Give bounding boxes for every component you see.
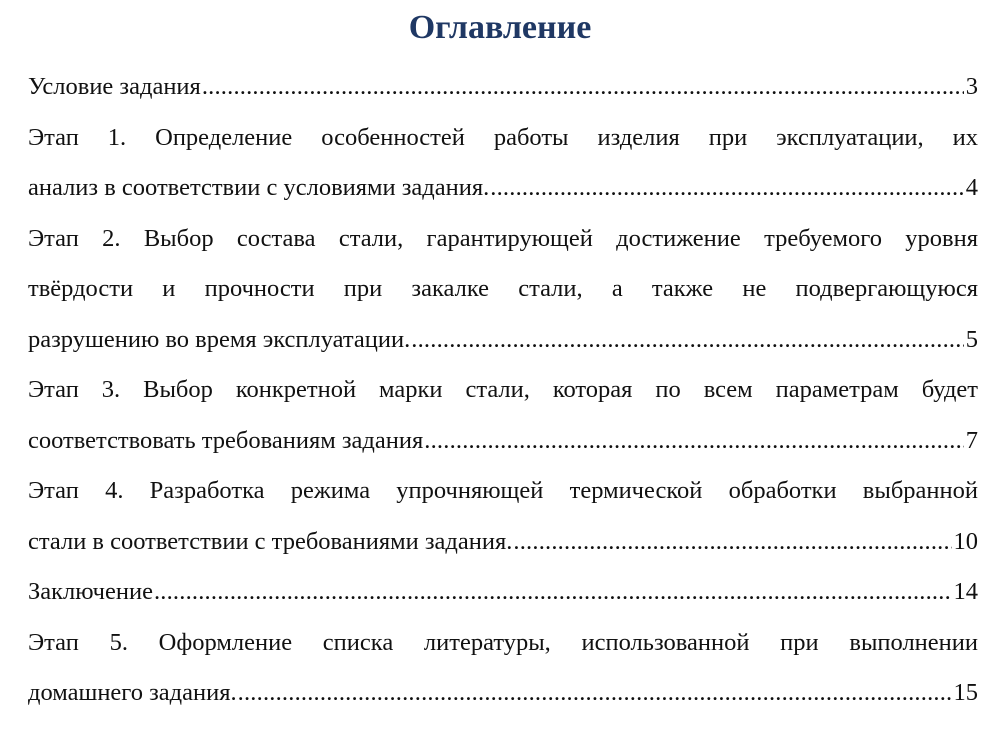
- toc-entry-stage-3[interactable]: [28, 365, 978, 466]
- toc-page-number: 10: [953, 527, 978, 555]
- toc-entry-text: соответствовать требованиям задания: [28, 426, 424, 454]
- toc-entry-line: [28, 163, 978, 214]
- toc-entry-stage-5[interactable]: [28, 618, 978, 719]
- toc-entry-text: анализ в соответствии с условиями задания.: [28, 174, 490, 201]
- toc-page-number: 4: [965, 174, 978, 201]
- toc-entry-text: стали в соответствии с требованиями задания.: [28, 527, 513, 555]
- toc-entry-text: Этап 3. Выбор конкретной марки стали, которая по всем параметрам будет: [28, 376, 978, 403]
- toc-page-number: 15: [953, 679, 978, 706]
- toc-entry-line: [28, 315, 978, 366]
- toc-entry-line: [28, 668, 978, 719]
- toc-page-number: 5: [965, 325, 978, 353]
- toc-entry-text: твёрдости и прочности при закалке стали, а также не подвергающуюся: [28, 275, 978, 302]
- dot-leader: [154, 567, 952, 618]
- toc-entry-stage-4[interactable]: [28, 466, 978, 567]
- toc-entry-text: разрушению во время эксплуатации.: [28, 325, 411, 353]
- toc-entry-text: Этап 2. Выбор состава стали, гарантирующей достижение требуемого уровня: [28, 224, 978, 252]
- toc-entry-line: [28, 567, 978, 618]
- toc-entry-text: Этап 5. Оформление списка литературы, использованной при выполнении: [28, 628, 978, 656]
- toc-entry-line: [28, 517, 978, 568]
- dot-leader: [202, 62, 964, 113]
- toc-entry-stage-2[interactable]: [28, 214, 978, 366]
- toc-entry-text: Условие задания: [28, 73, 201, 100]
- toc-entry-conditions[interactable]: [28, 62, 978, 113]
- toc-entry-line: [28, 62, 978, 113]
- toc-entry-conclusion[interactable]: [28, 567, 978, 618]
- dot-leader: [411, 315, 963, 366]
- toc-entry-text: домашнего задания.: [28, 679, 237, 706]
- dot-leader: [513, 517, 951, 568]
- toc-page-number: 7: [965, 426, 978, 454]
- toc-entry-stage-1[interactable]: [28, 113, 978, 214]
- dot-leader: [490, 163, 963, 214]
- toc-entry-text: Заключение: [28, 578, 153, 605]
- toc-page-number: 3: [965, 73, 978, 100]
- dot-leader: [424, 416, 963, 467]
- toc-list: [28, 62, 978, 719]
- toc-title: Оглавление: [408, 9, 592, 46]
- toc-entry-text: Этап 4. Разработка режима упрочняющей термической обработки выбранной: [28, 477, 978, 504]
- dot-leader: [238, 668, 952, 719]
- toc-page-number: 14: [953, 578, 978, 605]
- toc-entry-line: [28, 416, 978, 467]
- toc-entry-text: Этап 1. Определение особенностей работы изделия при эксплуатации, их: [28, 123, 978, 151]
